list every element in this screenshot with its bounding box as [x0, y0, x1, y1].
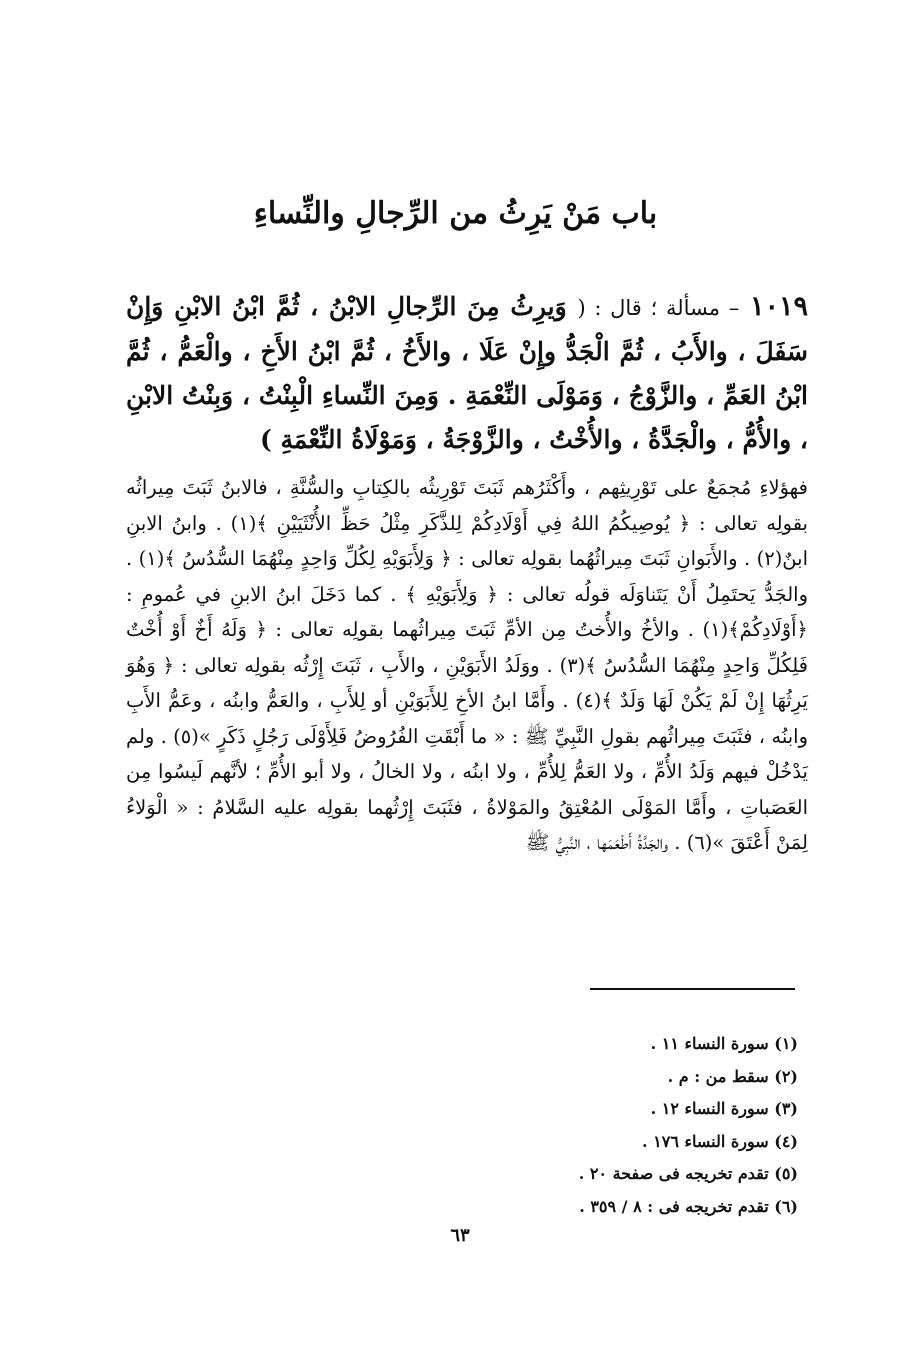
footnote-divider	[590, 988, 795, 990]
footnote-item: (١) سورة النساء ١١ .	[650, 1034, 798, 1053]
masala-text: وَيرِثُ مِنَ الرِّجالِ الابْنُ ، ثُمَّ ابْنُ الابْنِ وَإِنْ سَفَلَ ، والأَبُ ، ثُمَّ الْجَدُّ وإِنْ عَلَا ، والأَخُ ، ثُمَّ ابْنُ الأَخِ ، والْعَمُّ ، ثُمَّ ابْنُ العَمِّ ، والزَّوْجُ ، وَمَوْلَى النِّعْمَةِ . وَمِنَ النِّساءِ الْبِنْتُ ، وَبِنْتُ الابْنِ ، والأُمُّ ، والْجَدَّةُ ، والأُخْتُ ، والزَّوْجَةُ ، وَمَوْلَاةُ النِّعْمَةِ )	[126, 292, 808, 454]
masala-number: ١٠١٩	[749, 291, 808, 322]
footnote-item: (٣) سورة النساء ١٢ .	[650, 1099, 798, 1118]
footnote-item: (٦) تقدم تخريجه فى : ٨ / ٣٥٩ .	[579, 1196, 798, 1216]
masala-paragraph	[126, 285, 808, 462]
masala-intro: – مسألة ؛ قال : (	[577, 296, 740, 320]
footnote-item: (٤) سورة النساء ١٧٦ .	[642, 1131, 798, 1151]
chapter-title: باب مَنْ يَرِثُ من الرِّجالِ والنِّساءِ	[253, 196, 658, 231]
commentary-paragraph: فهؤلاءِ مُجمَعٌ على تَوْرِيثِهم ، وأَكْثَرُهم ثَبَتَ تَوْرِيثُه بالكِتابِ والسُّنَّةِ ، فالابنُ ثَبَتَ مِيراثُه بقولِه تعالى : ﴿ يُوصِيكُمُ اللهُ فِي أَوْلَادِكُمْ لِلذَّكَرِ مِثْلُ حَظِّ الأُنْثَيَيْنِ ﴾(١) . وابنُ الابنِ ابنٌ(٢) . والأَبَوانِ ثَبَتَ مِيراثُهُما بقولِه تعالى : ﴿ وَلِأَبَوَيْهِ لِكُلِّ وَاحِدٍ مِنْهُمَا السُّدُسُ ﴾(١) . والجَدُّ يَحتَمِلُ أَنْ يَتَناوَلَه قولُه تعالى : ﴿ وَلِأَبَوَيْهِ ﴾ . كما دَخَلَ ابنُ الابنِ في عُمومِ : ﴿أَوْلَادِكُمْ﴾(١) . والأخُ والأُختُ مِن الأمِّ ثَبَتَ مِيراثُهما بقولِه تعالى : ﴿ وَلَهُ أَخٌ أَوْ أُخْتٌ فَلِكُلِّ وَاحِدٍ مِنْهُمَا السُّدُسُ ﴾(٣) . ووَلَدُ الأَبَوَيْنِ ، والأَبِ ، ثَبَتَ إِرْثُه بقولِه تعالى : ﴿ وَهُوَ يَرِثُهَا إِنْ لَمْ يَكُنْ لَهَا وَلَدٌ ﴾(٤) . وأَمَّا ابنُ الأخِ لِلأَبَوَيْنِ أو لِلأَبِ ، والعَمُّ وابنُه ، وعَمُّ الأَبِ وابنُه ، فثَبَتَ مِيراثُهم بقولِ النَّبِيِّ ﷺ : « ما أَبْقَتِ الفُرُوضُ فَلِأَوْلَى رَجُلٍ ذَكَرٍ »(٥) . ولم يَدْخُلْ فيهم وَلَدُ الأُمِّ ، ولا العَمُّ لِلأُمِّ ، ولا ابنُه ، ولا الخالُ ، ولا أبو الأُمِّ ؛ لأنَّهم لَيسُوا مِن العَصَباتِ ، وأَمَّا المَوْلَى المُعْتِقُ والمَوْلاةُ ، فثَبَتَ إِرْثُهما بقولِه عليه السَّلامُ : « الْوَلاءُ لِمَنْ أَعْتَقَ »(٦) . والجَدَّةُ أَطْعَمَها ، النَّبِيُّ ﷺ	[126, 476, 808, 854]
commentary-body	[126, 470, 808, 861]
footnotes-list	[420, 1028, 798, 1223]
page-number: ٦٣	[450, 1225, 470, 1246]
footnote-item: (٥) تقدم تخريجه فى صفحة ٢٠ .	[578, 1164, 798, 1183]
footnote-item: (٢) سقط من : م .	[667, 1066, 798, 1086]
